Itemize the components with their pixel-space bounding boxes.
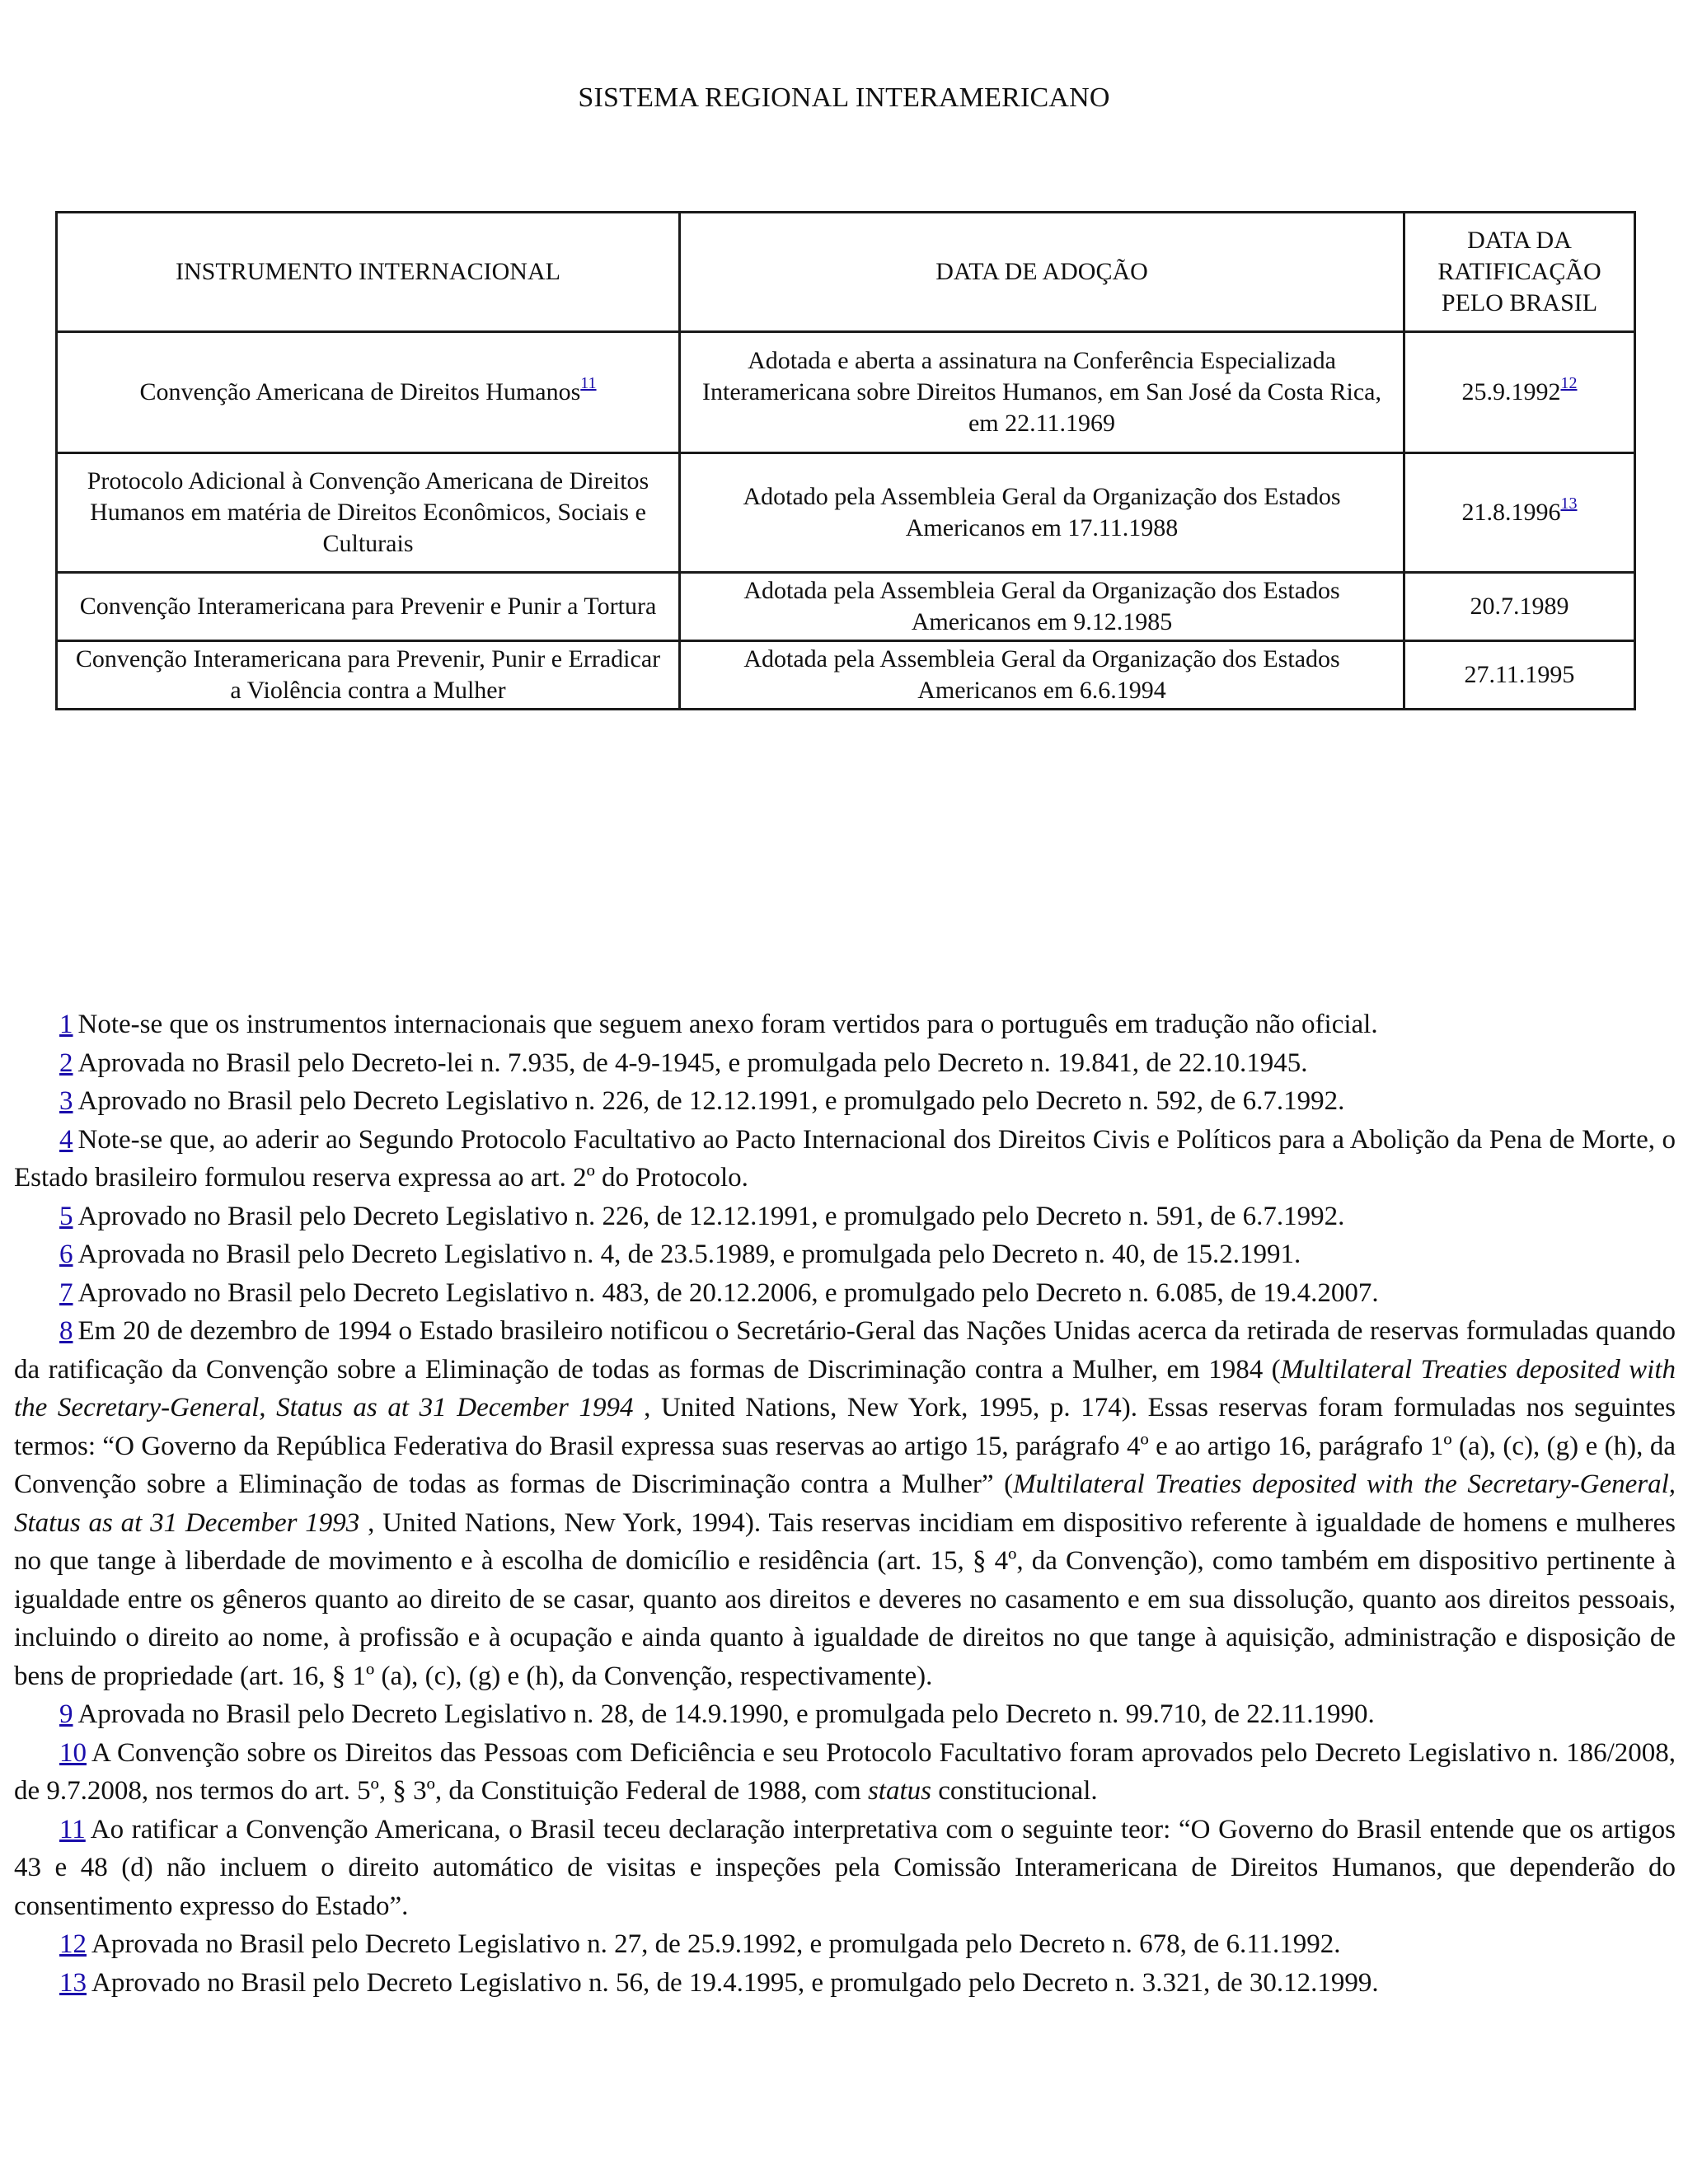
footnote-text: Note-se que os instrumentos internacionais que seguem anexo foram vertidos para o português em tradução não oficial. — [77, 1010, 1378, 1039]
table-row — [57, 573, 1635, 641]
footnote-number-6[interactable]: 6 — [59, 1240, 73, 1269]
ratification-date: 25.9.1992 — [1461, 378, 1561, 405]
table-header-row — [57, 213, 1635, 332]
footnote-text: constitucional. — [931, 1776, 1098, 1806]
instrument-cell: Convenção Interamericana para Prevenir e Punir a Tortura — [57, 573, 680, 641]
footnote — [14, 1082, 1676, 1121]
footnote-number-13[interactable]: 13 — [59, 1967, 87, 1998]
header-data-ratificacao: DATA DA RATIFICAÇÃO PELO BRASIL — [1404, 213, 1635, 332]
footnote-text: , United Nations, New York, 1995, p. 174). Essas reservas foram formuladas nos seguintes termos: “O Governo da República Federativa do Brasil expressa suas reservas ao artigo 15, parágrafo 4º e ao artigo 16, parágrafo 1º (a), (c), (g) e (h), da Convenção sobre a Eliminação de todas as formas de Discriminação contra a Mulher” ( — [14, 1393, 1676, 1499]
footnote — [14, 1235, 1676, 1274]
footnote-text: Aprovado no Brasil pelo Decreto Legislativo n. 483, de 20.12.2006, e promulgado pelo Decreto n. 6.085, de 19.4.2007. — [77, 1277, 1379, 1308]
footnote — [14, 1964, 1676, 2003]
footnote-text: Note-se que, ao aderir ao Segundo Protocolo Facultativo ao Pacto Internacional dos Direitos Civis e Políticos para a Abolição da Pena de Morte, o Estado brasileiro formulou reserva expressa ao art. 2º do Protocolo. — [14, 1124, 1676, 1193]
table-row — [57, 641, 1635, 710]
instrument-cell: Convenção Interamericana para Prevenir, Punir e Erradicar a Violência contra a Mulher — [57, 641, 680, 710]
adoption-cell: Adotada pela Assembleia Geral da Organização dos Estados Americanos em 9.12.1985 — [680, 573, 1404, 641]
ratification-cell — [1404, 453, 1635, 573]
footnote-number-12[interactable]: 12 — [59, 1929, 87, 1959]
footnote — [14, 1925, 1676, 1964]
adoption-cell: Adotada pela Assembleia Geral da Organização dos Estados Americanos em 6.6.1994 — [680, 641, 1404, 710]
footnote-text: Aprovada no Brasil pelo Decreto Legislativo n. 4, de 23.5.1989, e promulgada pelo Decreto n. 40, de 15.2.1991. — [77, 1240, 1301, 1269]
footnote-italic-citation: Multilateral Treaties deposited with the Secretary-General, Status as at 31 December 1993 — [14, 1469, 1676, 1538]
ratification-date: 21.8.1996 — [1461, 499, 1561, 526]
footnote-number-4[interactable]: 4 — [59, 1124, 73, 1155]
footnote — [14, 1734, 1676, 1811]
footnotes-section — [14, 1005, 1676, 2002]
footnote-text: Aprovado no Brasil pelo Decreto Legislativo n. 56, de 19.4.1995, e promulgado pelo Decreto n. 3.321, de 30.12.1999. — [91, 1967, 1379, 1998]
footnote — [14, 1312, 1676, 1695]
footnote-text: Aprovado no Brasil pelo Decreto Legislativo n. 226, de 12.12.1991, e promulgado pelo Decreto n. 592, de 6.7.1992. — [77, 1086, 1345, 1116]
footnote-text: Aprovada no Brasil pelo Decreto Legislativo n. 27, de 25.9.1992, e promulgada pelo Decreto n. 678, de 6.11.1992. — [91, 1929, 1341, 1959]
footnote-text: Aprovada no Brasil pelo Decreto-lei n. 7.935, de 4-9-1945, e promulgada pelo Decreto n. 19.841, de 22.10.1945. — [77, 1047, 1308, 1078]
footnote — [14, 1695, 1676, 1734]
footnote-number-5[interactable]: 5 — [59, 1201, 73, 1231]
footnote-text: Ao ratificar a Convenção Americana, o Brasil teceu declaração interpretativa com o seguinte teor: “O Governo do Brasil entende que os artigos 43 e 48 (d) não incluem o direito automático de visitas e inspeções pela Comissão Interamericana de Direitos Humanos, que dependerão do consentimento expresso do Estado”. — [14, 1814, 1676, 1921]
footnote-text: Aprovado no Brasil pelo Decreto Legislativo n. 226, de 12.12.1991, e promulgado pelo Decreto n. 591, de 6.7.1992. — [77, 1201, 1345, 1231]
ratification-cell — [1404, 332, 1635, 453]
footnote-number-3[interactable]: 3 — [59, 1086, 73, 1116]
footnote-number-8[interactable]: 8 — [59, 1316, 73, 1346]
footnote-number-10[interactable]: 10 — [59, 1737, 87, 1768]
table-row — [57, 332, 1635, 453]
footnote-italic-citation: Multilateral Treaties deposited with the Secretary-General, Status as at 31 December 1994 — [14, 1354, 1676, 1422]
footnote-number-7[interactable]: 7 — [59, 1277, 73, 1308]
footnote-text: Aprovada no Brasil pelo Decreto Legislativo n. 28, de 14.9.1990, e promulgada pelo Decreto n. 99.710, de 22.11.1990. — [77, 1699, 1375, 1729]
footnote — [14, 1044, 1676, 1083]
table-row — [57, 453, 1635, 573]
instrument-cell: Protocolo Adicional à Convenção Americana de Direitos Humanos em matéria de Direitos Econômicos, Sociais e Culturais — [57, 453, 680, 573]
adoption-cell: Adotada e aberta a assinatura na Conferência Especializada Interamericana sobre Direitos Humanos, em San José da Costa Rica, em 22.11.1969 — [680, 332, 1404, 453]
header-data-adocao: DATA DE ADOÇÃO — [680, 213, 1404, 332]
header-instrumento: INSTRUMENTO INTERNACIONAL — [57, 213, 680, 332]
footnote-number-11[interactable]: 11 — [59, 1814, 86, 1844]
footnote-number-9[interactable]: 9 — [59, 1699, 73, 1729]
footnote-link-11[interactable]: 11 — [580, 374, 597, 392]
ratification-cell: 27.11.1995 — [1404, 641, 1635, 710]
footnote — [14, 1197, 1676, 1236]
footnote — [14, 1811, 1676, 1926]
footnote-number-2[interactable]: 2 — [59, 1047, 73, 1078]
instruments-table — [55, 211, 1636, 710]
instrument-cell — [57, 332, 680, 453]
instrument-name: Convenção Americana de Direitos Humanos — [139, 378, 581, 405]
footnote-italic-word: status — [867, 1776, 931, 1806]
footnote-text: Em 20 de dezembro de 1994 o Estado brasileiro notificou o Secretário-Geral das Nações Unidas acerca da retirada de reservas formuladas quando da ratificação da Convenção sobre a Eliminação de todas as formas de Discriminação contra a Mulher, em 1984 ( — [14, 1316, 1676, 1385]
page-title: SISTEMA REGIONAL INTERAMERICANO — [578, 82, 1110, 113]
footnote-text: , United Nations, New York, 1994). Tais reservas incidiam em dispositivo referente à igualdade de homens e mulheres no que tange à liberdade de movimento e à escolha de domicílio e residência (art. 15, § 4º, da Convenção), como também em dispositivo pertinente à igualdade entre os gêneros quanto ao direito de se casar, quanto aos direitos e deveres no casamento e em sua dissolução, quanto aos direitos pessoais, incluindo o direito ao nome, à profissão e à ocupação e ainda quanto à igualdade de direitos no que tange à aquisição, administração e disposição de bens de propriedade (art. 16, § 1º (a), (c), (g) e (h), da Convenção, respectivamente). — [14, 1507, 1676, 1691]
footnote — [14, 1121, 1676, 1197]
footnote — [14, 1005, 1676, 1044]
footnote-link-13[interactable]: 13 — [1560, 494, 1578, 513]
footnote-link-12[interactable]: 12 — [1560, 374, 1578, 392]
footnote-number-1[interactable]: 1 — [59, 1010, 73, 1039]
ratification-cell: 20.7.1989 — [1404, 573, 1635, 641]
footnote — [14, 1274, 1676, 1313]
footnote-text: A Convenção sobre os Direitos das Pessoas com Deficiência e seu Protocolo Facultativo foram aprovados pelo Decreto Legislativo n. 186/2008, de 9.7.2008, nos termos do art. 5º, § 3º, da Constituição Federal de 1988, com — [14, 1737, 1676, 1806]
adoption-cell: Adotado pela Assembleia Geral da Organização dos Estados Americanos em 17.11.1988 — [680, 453, 1404, 573]
